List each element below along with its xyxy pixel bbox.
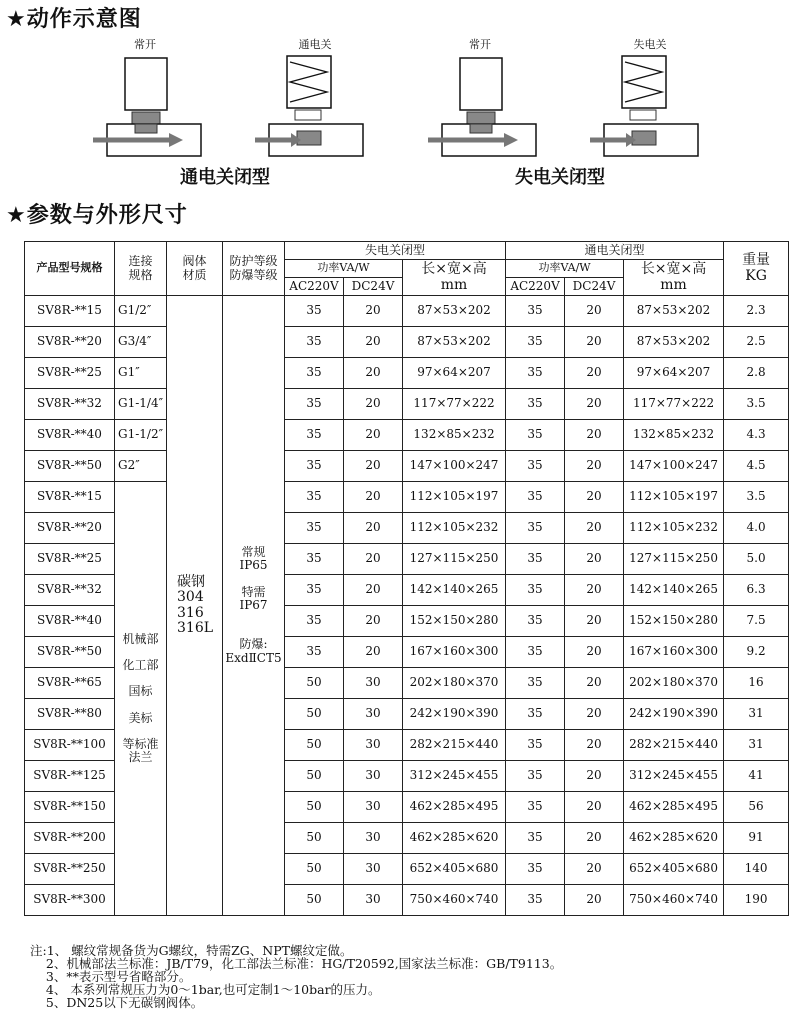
cell-dc-deenergized: 20: [344, 358, 403, 389]
cell-ac-energized: 35: [506, 885, 565, 916]
header-ac-2: AC220V: [506, 278, 565, 296]
cell-ac-energized: 35: [506, 451, 565, 482]
cell-model: SV8R-**15: [25, 296, 115, 327]
cell-dims-energized: 117×77×222: [624, 389, 724, 420]
cell-dims-energized: 750×460×740: [624, 885, 724, 916]
cell-dc-deenergized: 20: [344, 544, 403, 575]
cell-connection: G3/4″: [115, 327, 167, 358]
diagram-deenergized-close: [590, 36, 710, 161]
cell-dims-energized: 97×64×207: [624, 358, 724, 389]
cell-dc-energized: 20: [565, 544, 624, 575]
table-row: [25, 482, 789, 513]
cell-ac-energized: 35: [506, 482, 565, 513]
cell-dims-deenergized: 152×150×280: [403, 606, 506, 637]
cell-ac-deenergized: 35: [285, 482, 344, 513]
header-dc-1: DC24V: [344, 278, 403, 296]
cell-dims-deenergized: 97×64×207: [403, 358, 506, 389]
cell-dc-energized: 20: [565, 761, 624, 792]
cell-dims-energized: 142×140×265: [624, 575, 724, 606]
note-5: 5、DN25以下无碳钢阀体。: [30, 995, 204, 1010]
cell-ac-deenergized: 50: [285, 823, 344, 854]
cell-model: SV8R-**65: [25, 668, 115, 699]
cell-dc-energized: 20: [565, 854, 624, 885]
cell-dc-deenergized: 30: [344, 761, 403, 792]
cell-weight: 31: [724, 699, 789, 730]
cell-weight: 4.3: [724, 420, 789, 451]
cell-dc-deenergized: 30: [344, 792, 403, 823]
cell-ac-deenergized: 35: [285, 296, 344, 327]
diagram-label: 常开: [134, 38, 156, 51]
cell-dims-deenergized: 117×77×222: [403, 389, 506, 420]
cell-dc-energized: 20: [565, 823, 624, 854]
cell-ac-deenergized: 50: [285, 699, 344, 730]
cell-dc-energized: 20: [565, 451, 624, 482]
cell-dc-deenergized: 20: [344, 327, 403, 358]
header-power-1: 功率VA/W: [285, 260, 403, 278]
cell-ac-deenergized: 50: [285, 730, 344, 761]
cell-dc-energized: 20: [565, 699, 624, 730]
cell-ac-energized: 35: [506, 358, 565, 389]
cell-weight: 4.5: [724, 451, 789, 482]
cell-dc-deenergized: 20: [344, 513, 403, 544]
cell-model: SV8R-**300: [25, 885, 115, 916]
cell-ac-deenergized: 35: [285, 327, 344, 358]
diagram-label: 通电关: [298, 38, 332, 51]
cell-weight: 56: [724, 792, 789, 823]
cell-dc-deenergized: 20: [344, 451, 403, 482]
cell-weight: 5.0: [724, 544, 789, 575]
table-row: [25, 451, 789, 482]
cell-model: SV8R-**200: [25, 823, 115, 854]
cell-model: SV8R-**150: [25, 792, 115, 823]
header-model: 产品型号规格: [25, 242, 115, 296]
cell-model: SV8R-**32: [25, 575, 115, 606]
cell-weight: 3.5: [724, 482, 789, 513]
cell-dc-energized: 20: [565, 668, 624, 699]
cell-dims-energized: 112×105×197: [624, 482, 724, 513]
cell-ac-energized: 35: [506, 730, 565, 761]
cell-ac-deenergized: 35: [285, 544, 344, 575]
cell-dc-deenergized: 20: [344, 420, 403, 451]
cell-model: SV8R-**125: [25, 761, 115, 792]
diagram-label: 失电关: [633, 38, 667, 51]
cell-dims-deenergized: 750×460×740: [403, 885, 506, 916]
cell-dims-energized: 147×100×247: [624, 451, 724, 482]
cell-connection: G1-1/4″: [115, 389, 167, 420]
cell-weight: 6.3: [724, 575, 789, 606]
table-row: [25, 327, 789, 358]
cell-dims-deenergized: 282×215×440: [403, 730, 506, 761]
cell-ac-deenergized: 35: [285, 451, 344, 482]
cell-ac-deenergized: 50: [285, 668, 344, 699]
note-4: 4、 本系列常规压力为0～1bar,也可定制1～10bar的压力。: [30, 982, 381, 997]
diagram-label: 常开: [469, 38, 491, 51]
cell-dc-energized: 20: [565, 389, 624, 420]
cell-dims-energized: 132×85×232: [624, 420, 724, 451]
cell-dims-deenergized: 87×53×202: [403, 296, 506, 327]
notes: [30, 944, 562, 1009]
spec-table: [24, 241, 789, 916]
cell-weight: 3.5: [724, 389, 789, 420]
table-row: [25, 420, 789, 451]
header-dc-2: DC24V: [565, 278, 624, 296]
cell-dims-energized: 462×285×620: [624, 823, 724, 854]
header-power-2: 功率VA/W: [506, 260, 624, 278]
note-2: 2、机械部法兰标准：JB/T79，化工部法兰标准：HG/T20592,国家法兰标准：GB/T9113。: [30, 956, 563, 971]
table-row: [25, 389, 789, 420]
cell-weight: 31: [724, 730, 789, 761]
cell-dc-energized: 20: [565, 575, 624, 606]
cell-dims-energized: 242×190×390: [624, 699, 724, 730]
cell-weight: 2.3: [724, 296, 789, 327]
cell-dc-energized: 20: [565, 420, 624, 451]
cell-ac-deenergized: 35: [285, 606, 344, 637]
cell-connection: G1-1/2″: [115, 420, 167, 451]
cell-model: SV8R-**15: [25, 482, 115, 513]
cell-model: SV8R-**20: [25, 327, 115, 358]
cell-dc-energized: 20: [565, 327, 624, 358]
cell-dims-deenergized: 167×160×300: [403, 637, 506, 668]
cell-dims-energized: 462×285×495: [624, 792, 724, 823]
cell-weight: 9.2: [724, 637, 789, 668]
cell-dims-deenergized: 142×140×265: [403, 575, 506, 606]
header-deenergized-group: 失电关闭型: [285, 242, 506, 260]
cell-ac-energized: 35: [506, 575, 565, 606]
section-title-params: ★参数与外形尺寸: [6, 203, 188, 228]
diagram-normally-open-2: [420, 36, 540, 161]
header-dims-1: 长×宽×高 mm: [403, 260, 506, 296]
cell-ac-deenergized: 50: [285, 761, 344, 792]
cell-dc-deenergized: 30: [344, 885, 403, 916]
cell-connection: G1″: [115, 358, 167, 389]
cell-dims-deenergized: 112×105×197: [403, 482, 506, 513]
cell-ac-energized: 35: [506, 420, 565, 451]
cell-dc-energized: 20: [565, 606, 624, 637]
cell-dims-deenergized: 202×180×370: [403, 668, 506, 699]
cell-dims-deenergized: 462×285×620: [403, 823, 506, 854]
cell-dims-energized: 282×215×440: [624, 730, 724, 761]
header-weight: 重量 KG: [724, 242, 789, 296]
cell-dc-energized: 20: [565, 482, 624, 513]
cell-ac-energized: 35: [506, 854, 565, 885]
cell-dims-deenergized: 462×285×495: [403, 792, 506, 823]
cell-flange-standard: 机械部 化工部 国标 美标 等标准 法兰: [115, 482, 167, 916]
diagram-energized-close: [255, 36, 375, 161]
header-body-material: 阀体 材质: [167, 242, 223, 296]
cell-model: SV8R-**20: [25, 513, 115, 544]
cell-dims-energized: 202×180×370: [624, 668, 724, 699]
cell-dims-energized: 112×105×232: [624, 513, 724, 544]
cell-dc-energized: 20: [565, 513, 624, 544]
cell-dims-energized: 127×115×250: [624, 544, 724, 575]
cell-dims-deenergized: 132×85×232: [403, 420, 506, 451]
header-dims-2: 长×宽×高 mm: [624, 260, 724, 296]
cell-model: SV8R-**100: [25, 730, 115, 761]
cell-weight: 7.5: [724, 606, 789, 637]
header-connection: 连接 规格: [115, 242, 167, 296]
cell-dc-energized: 20: [565, 792, 624, 823]
cell-ac-energized: 35: [506, 668, 565, 699]
cell-dims-deenergized: 242×190×390: [403, 699, 506, 730]
cell-ac-energized: 35: [506, 327, 565, 358]
cell-model: SV8R-**25: [25, 358, 115, 389]
table-row: [25, 296, 789, 327]
cell-weight: 140: [724, 854, 789, 885]
cell-weight: 16: [724, 668, 789, 699]
caption-deenergized-closed: 失电关闭型: [515, 167, 605, 188]
cell-ac-energized: 35: [506, 823, 565, 854]
cell-dims-energized: 652×405×680: [624, 854, 724, 885]
cell-dc-deenergized: 20: [344, 606, 403, 637]
cell-dc-deenergized: 20: [344, 637, 403, 668]
cell-dc-energized: 20: [565, 637, 624, 668]
table-row: [25, 358, 789, 389]
cell-weight: 2.8: [724, 358, 789, 389]
header-protection: 防护等级 防爆等级: [223, 242, 285, 296]
cell-weight: 190: [724, 885, 789, 916]
cell-ac-deenergized: 50: [285, 792, 344, 823]
cell-ac-deenergized: 50: [285, 854, 344, 885]
cell-model: SV8R-**25: [25, 544, 115, 575]
cell-dims-deenergized: 147×100×247: [403, 451, 506, 482]
cell-dims-deenergized: 127×115×250: [403, 544, 506, 575]
header-ac-1: AC220V: [285, 278, 344, 296]
cell-ac-deenergized: 35: [285, 575, 344, 606]
cell-dims-energized: 87×53×202: [624, 327, 724, 358]
cell-ac-energized: 35: [506, 389, 565, 420]
cell-ac-deenergized: 50: [285, 885, 344, 916]
cell-dc-energized: 20: [565, 885, 624, 916]
note-1: 注:1、 螺纹常规备货为G螺纹，特需ZG、NPT螺纹定做。: [30, 943, 353, 958]
cell-dc-deenergized: 30: [344, 699, 403, 730]
cell-model: SV8R-**250: [25, 854, 115, 885]
cell-dc-deenergized: 20: [344, 575, 403, 606]
cell-ac-deenergized: 35: [285, 420, 344, 451]
cell-dims-energized: 167×160×300: [624, 637, 724, 668]
cell-ac-energized: 35: [506, 761, 565, 792]
cell-dims-deenergized: 112×105×232: [403, 513, 506, 544]
cell-ac-deenergized: 35: [285, 637, 344, 668]
header-energized-group: 通电关闭型: [506, 242, 724, 260]
cell-dc-deenergized: 30: [344, 823, 403, 854]
cell-dims-energized: 312×245×455: [624, 761, 724, 792]
cell-dc-deenergized: 20: [344, 482, 403, 513]
cell-weight: 2.5: [724, 327, 789, 358]
cell-ac-energized: 35: [506, 513, 565, 544]
cell-weight: 4.0: [724, 513, 789, 544]
cell-weight: 41: [724, 761, 789, 792]
cell-dims-deenergized: 652×405×680: [403, 854, 506, 885]
cell-ac-energized: 35: [506, 544, 565, 575]
cell-dc-energized: 20: [565, 358, 624, 389]
cell-dc-deenergized: 20: [344, 389, 403, 420]
diagram-normally-open-1: [85, 36, 205, 161]
cell-ac-deenergized: 35: [285, 513, 344, 544]
cell-model: SV8R-**40: [25, 420, 115, 451]
cell-ac-energized: 35: [506, 637, 565, 668]
cell-model: SV8R-**80: [25, 699, 115, 730]
caption-energized-closed: 通电关闭型: [180, 167, 270, 188]
cell-ac-energized: 35: [506, 699, 565, 730]
cell-ac-deenergized: 35: [285, 358, 344, 389]
cell-weight: 91: [724, 823, 789, 854]
cell-dc-deenergized: 30: [344, 668, 403, 699]
cell-dims-deenergized: 87×53×202: [403, 327, 506, 358]
cell-model: SV8R-**50: [25, 451, 115, 482]
section-title-action: ★动作示意图: [6, 7, 142, 32]
note-3: 3、**表示型号省略部分。: [30, 969, 192, 984]
cell-model: SV8R-**50: [25, 637, 115, 668]
cell-dc-energized: 20: [565, 296, 624, 327]
cell-model: SV8R-**32: [25, 389, 115, 420]
cell-dims-deenergized: 312×245×455: [403, 761, 506, 792]
cell-dc-deenergized: 30: [344, 854, 403, 885]
cell-model: SV8R-**40: [25, 606, 115, 637]
cell-ac-deenergized: 35: [285, 389, 344, 420]
cell-connection: G2″: [115, 451, 167, 482]
cell-ac-energized: 35: [506, 606, 565, 637]
cell-dc-deenergized: 30: [344, 730, 403, 761]
cell-body-material: 碳钢 304 316 316L: [167, 296, 223, 916]
cell-ac-energized: 35: [506, 792, 565, 823]
cell-dc-energized: 20: [565, 730, 624, 761]
cell-dims-energized: 152×150×280: [624, 606, 724, 637]
cell-ac-energized: 35: [506, 296, 565, 327]
cell-dims-energized: 87×53×202: [624, 296, 724, 327]
cell-protection: 常规 IP65 特需 IP67 防爆: ExdⅡCT5: [223, 296, 285, 916]
cell-connection: G1/2″: [115, 296, 167, 327]
cell-dc-deenergized: 20: [344, 296, 403, 327]
